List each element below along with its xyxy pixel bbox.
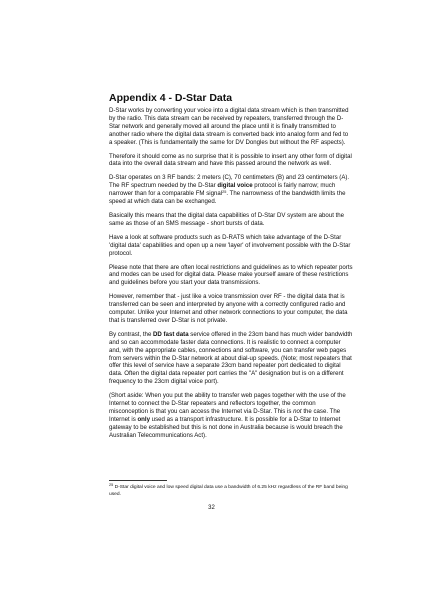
paragraph: [109, 392, 353, 439]
paragraph: [109, 331, 353, 386]
page-body: [109, 92, 353, 446]
bold-term: digital voice: [217, 182, 253, 190]
paragraph: Basically this means that the digital data capabilities of D-Star DV system are about the same as those of an SMS message - short bursts of data.: [109, 211, 345, 227]
bold-term: only: [137, 415, 150, 423]
footnote-text: D-Star digital voice and low speed digital data use a bandwidth of 6.25 kHz regardless of the RF band being used.: [109, 485, 348, 497]
text-run: used as a transport infrastructure. It is possible for a D-Star to Internet gateway to be established but this is not done in Australia because is would breach the Australian Telecommunications Act).: [109, 415, 343, 439]
text-run: D-Star operates on 3 RF bands: 2 meters (C), 70 centimeters (B) and 23 centimeters (A). The RF spectrum needed by the D-Star: [109, 174, 350, 190]
page-number: 32: [208, 505, 215, 511]
emphasis: not: [293, 408, 302, 415]
footnote: [109, 484, 355, 498]
footnote-marker: 25: [109, 483, 114, 487]
paragraph: However, remember that - just like a voice transmission over RF - the digital data that is transferred can be seen and interpreted by anyone with a correctly configured radio and computer. Unlike your Internet and other network connections to your computer, the data that is transferred over D-Star is not private.: [109, 293, 348, 324]
footnote-reference[interactable]: 25: [222, 190, 227, 195]
paragraph: Have a look at software products such as D-RATS which take advantage of the D-Star 'digital data' capabilities and open up a new 'layer' of involvement possible with the D-Star protocol.: [109, 233, 351, 257]
page-title: Appendix 4 - D-Star Data: [109, 92, 233, 104]
paragraph: Please note that there are often local restrictions and guidelines as to which repeater ports and modes can be used for digital data. Please make yourself aware of these restrictions and guidelines before you start your data transmissions.: [109, 263, 353, 287]
paragraph: Therefore it should come as no surprise that it is possible to insert any other form of digital data into the overall data stream and have this passed around the network as well.: [109, 152, 352, 168]
bold-term: DD fast data: [153, 330, 189, 338]
text-run: service offered in the 23cm band has much wider bandwidth and so can accommodate faster data connections. It is realistic to connect a computer and, with the appropriate cables, connections and software, you can transfer web pages from servers within the D-Star network at about dial-up speeds. (Note; most repeaters that offer this level of service have a separate 23cm band repeater port dedicated to digital data. Often the digital data repeater port carries the "A" designation but is on a different frequency to the 23cm digital voice port).: [109, 330, 353, 386]
paragraph: D-Star works by converting your voice into a digital data stream which is then transmitted by the radio. This data stream can be received by repeaters, transferred through the D-Star network and generally moved all around the place until it is finally transmitted to another radio where the digital data stream is converted back into analog form and fed to a speaker. (This is fundamentally the same for DV Dongles but without the RF aspects).: [109, 107, 349, 146]
text-run: By contrast, the: [109, 330, 154, 338]
text-run: protocol is fairly narrow; much narrower than for a comparable FM signal: [109, 182, 336, 198]
footnote-divider: [109, 480, 167, 481]
text-run: . The narrowness of the bandwidth limits the speed at which data can be exchanged.: [109, 190, 346, 206]
paragraph: [109, 174, 353, 206]
text-run: (Short aside: When you put the ability to transfer web pages together with the use of the Internet to connect the D-Star repeaters and reflectors together, the common misconception is that you can access the Internet via D-Star. This is: [109, 392, 346, 415]
text-run: the case. The Internet is: [109, 408, 341, 423]
